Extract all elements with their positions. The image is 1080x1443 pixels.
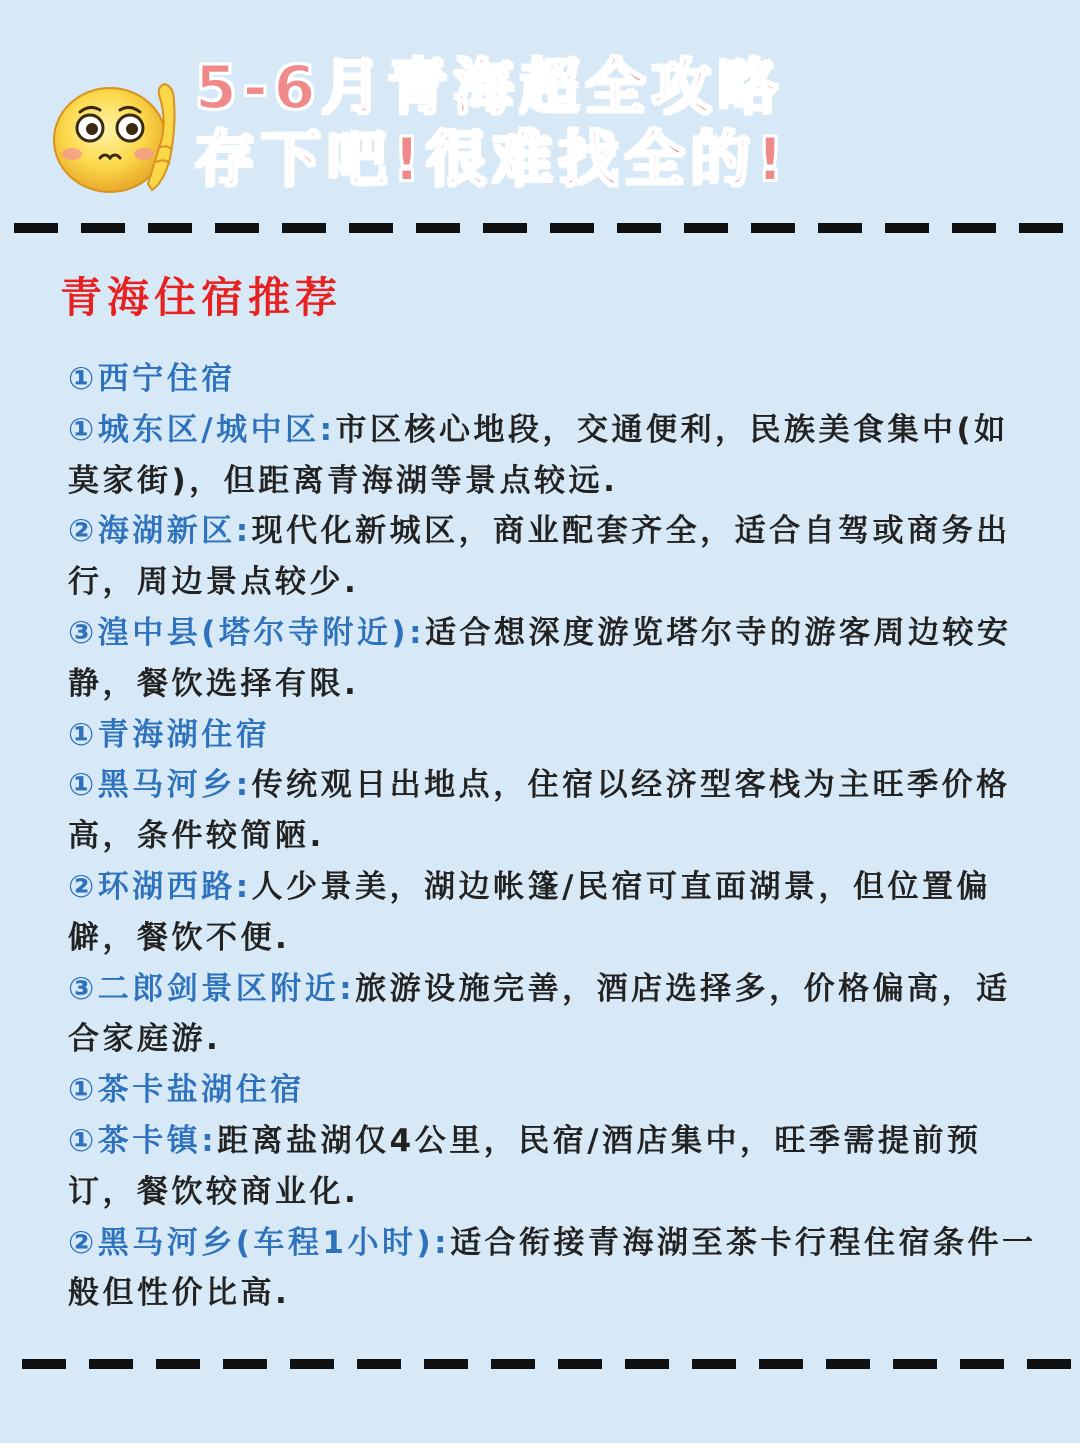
page-title	[195, 52, 790, 196]
thinking-face-icon	[52, 78, 180, 198]
item-label: ①黑马河乡:	[68, 767, 252, 804]
list-item	[68, 1218, 1043, 1320]
accommodation-content	[68, 354, 1043, 1319]
list-item	[68, 964, 1043, 1066]
item-text: 现代化新城区，商业配套齐全，适合自驾或商务出行，周边景点较少.	[68, 513, 1011, 601]
item-label: ①茶卡镇:	[68, 1122, 218, 1159]
section-title: 青海住宿推荐	[60, 273, 343, 322]
item-label: ②海湖新区:	[68, 513, 252, 550]
item-label: ②环湖西路:	[68, 868, 252, 905]
list-item	[68, 862, 1043, 964]
title-line-1: 5-6月青海超全攻略	[195, 53, 784, 123]
item-label: ①城东区/城中区:	[68, 411, 336, 448]
item-text: 距离盐湖仅4公里，民宿/酒店集中，旺季需提前预订，餐饮较商业化.	[68, 1122, 982, 1210]
title-line-2: 存下吧!很难找全的!	[195, 125, 790, 195]
item-text: 适合衔接青海湖至茶卡行程住宿条件一般但性价比高.	[68, 1224, 1037, 1312]
list-item	[68, 405, 1043, 507]
bottom-dashed-divider	[22, 1359, 1078, 1369]
xining-heading: ①西宁住宿	[68, 361, 236, 397]
chaka-heading: ①茶卡盐湖住宿	[68, 1072, 305, 1109]
item-text: 市区核心地段，交通便利，民族美食集中(如莫家街)，但距离青海湖等景点较远.	[68, 411, 1009, 499]
item-label: ②黑马河乡(车程1小时):	[68, 1224, 451, 1261]
qinghai-lake-heading: ①青海湖住宿	[68, 716, 271, 753]
item-text: 旅游设施完善，酒店选择多，价格偏高，适合家庭游.	[68, 970, 1011, 1058]
top-dashed-divider	[14, 223, 1070, 233]
item-text: 人少景美，湖边帐篷/民宿可直面湖景，但位置偏僻，餐饮不便.	[68, 868, 991, 956]
list-item	[68, 760, 1043, 862]
list-item	[68, 506, 1043, 608]
list-item	[68, 1116, 1043, 1218]
item-text: 传统观日出地点，住宿以经济型客栈为主旺季价格高，条件较简陋.	[68, 767, 1011, 855]
item-text: 适合想深度游览塔尔寺的游客周边较安静，餐饮选择有限.	[68, 614, 1012, 702]
item-label: ③二郎剑景区附近:	[68, 970, 356, 1007]
item-label: ③湟中县(塔尔寺附近):	[68, 614, 425, 651]
list-item	[68, 608, 1043, 710]
